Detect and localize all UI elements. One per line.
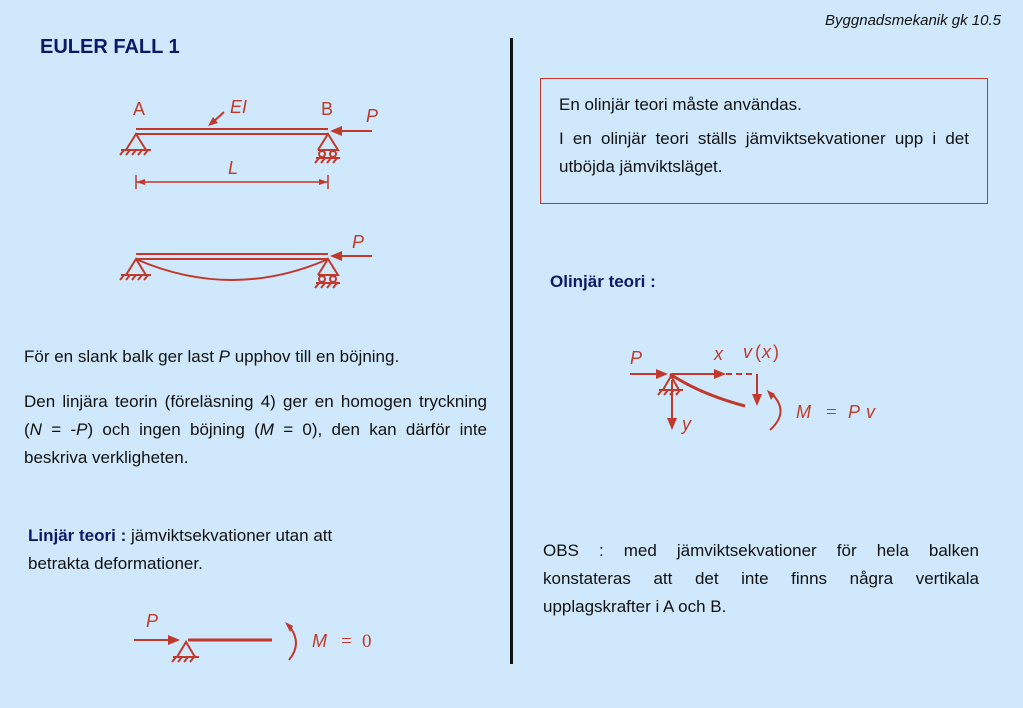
linear-theory-definition: Linjär teori : jämviktsekvationer utan att betrakta deformationer. bbox=[28, 526, 333, 573]
page-title: EULER FALL 1 bbox=[40, 36, 180, 58]
label-m-linear: M bbox=[312, 631, 327, 651]
label-pv-p: P bbox=[848, 402, 861, 422]
figure-linear bbox=[134, 626, 296, 662]
box-line-2: I en olinjär teori ställs jämviktsekvationer upp i det utböjda jämviktsläget. bbox=[559, 129, 969, 176]
linear-theory-paragraph: Den linjära teorin (föreläsning 4) ger en homogen tryckning (N = -P) och ingen böjning (M = 0), den kan därför inte beskriva verkligheten. bbox=[24, 392, 488, 467]
nonlinear-heading: Olinjär teori : bbox=[550, 272, 656, 291]
label-ei: EI bbox=[230, 97, 248, 117]
label-vx-arg: x bbox=[762, 342, 771, 362]
figure-beam-buckled bbox=[120, 254, 372, 288]
label-l: L bbox=[228, 158, 239, 178]
label-eq-nonlinear: = bbox=[826, 402, 837, 423]
label-vx-open: ( bbox=[755, 342, 761, 362]
label-y-nonlinear: y bbox=[682, 414, 691, 434]
label-pv-v: v bbox=[866, 402, 875, 422]
label-v-nonlinear: v bbox=[743, 342, 752, 362]
label-m-nonlinear: M bbox=[796, 402, 811, 422]
label-x-nonlinear: x bbox=[714, 344, 723, 364]
course-header: Byggnadsmekanik gk 10.5 bbox=[825, 12, 1001, 29]
obs-paragraph: OBS : med jämviktsekvationer för hela balken konstateras att det inte finns några vertikala upplagskrafter i A och B. bbox=[543, 541, 979, 616]
label-zero-linear: 0 bbox=[362, 631, 372, 652]
label-a: A bbox=[133, 99, 146, 119]
label-vx-close: ) bbox=[773, 342, 779, 362]
box-line-1: En olinjär teori måste användas. bbox=[559, 95, 802, 114]
label-eq-linear: = bbox=[341, 631, 352, 652]
label-p-top: P bbox=[366, 106, 379, 126]
slender-beam-paragraph: För en slank balk ger last P upphov till en böjning. bbox=[24, 347, 400, 366]
label-p-buckled: P bbox=[352, 232, 365, 252]
label-b: B bbox=[321, 99, 334, 119]
nonlinear-theory-box bbox=[540, 78, 988, 204]
label-p-linear: P bbox=[146, 611, 159, 631]
label-p-nonlinear: P bbox=[630, 348, 643, 368]
